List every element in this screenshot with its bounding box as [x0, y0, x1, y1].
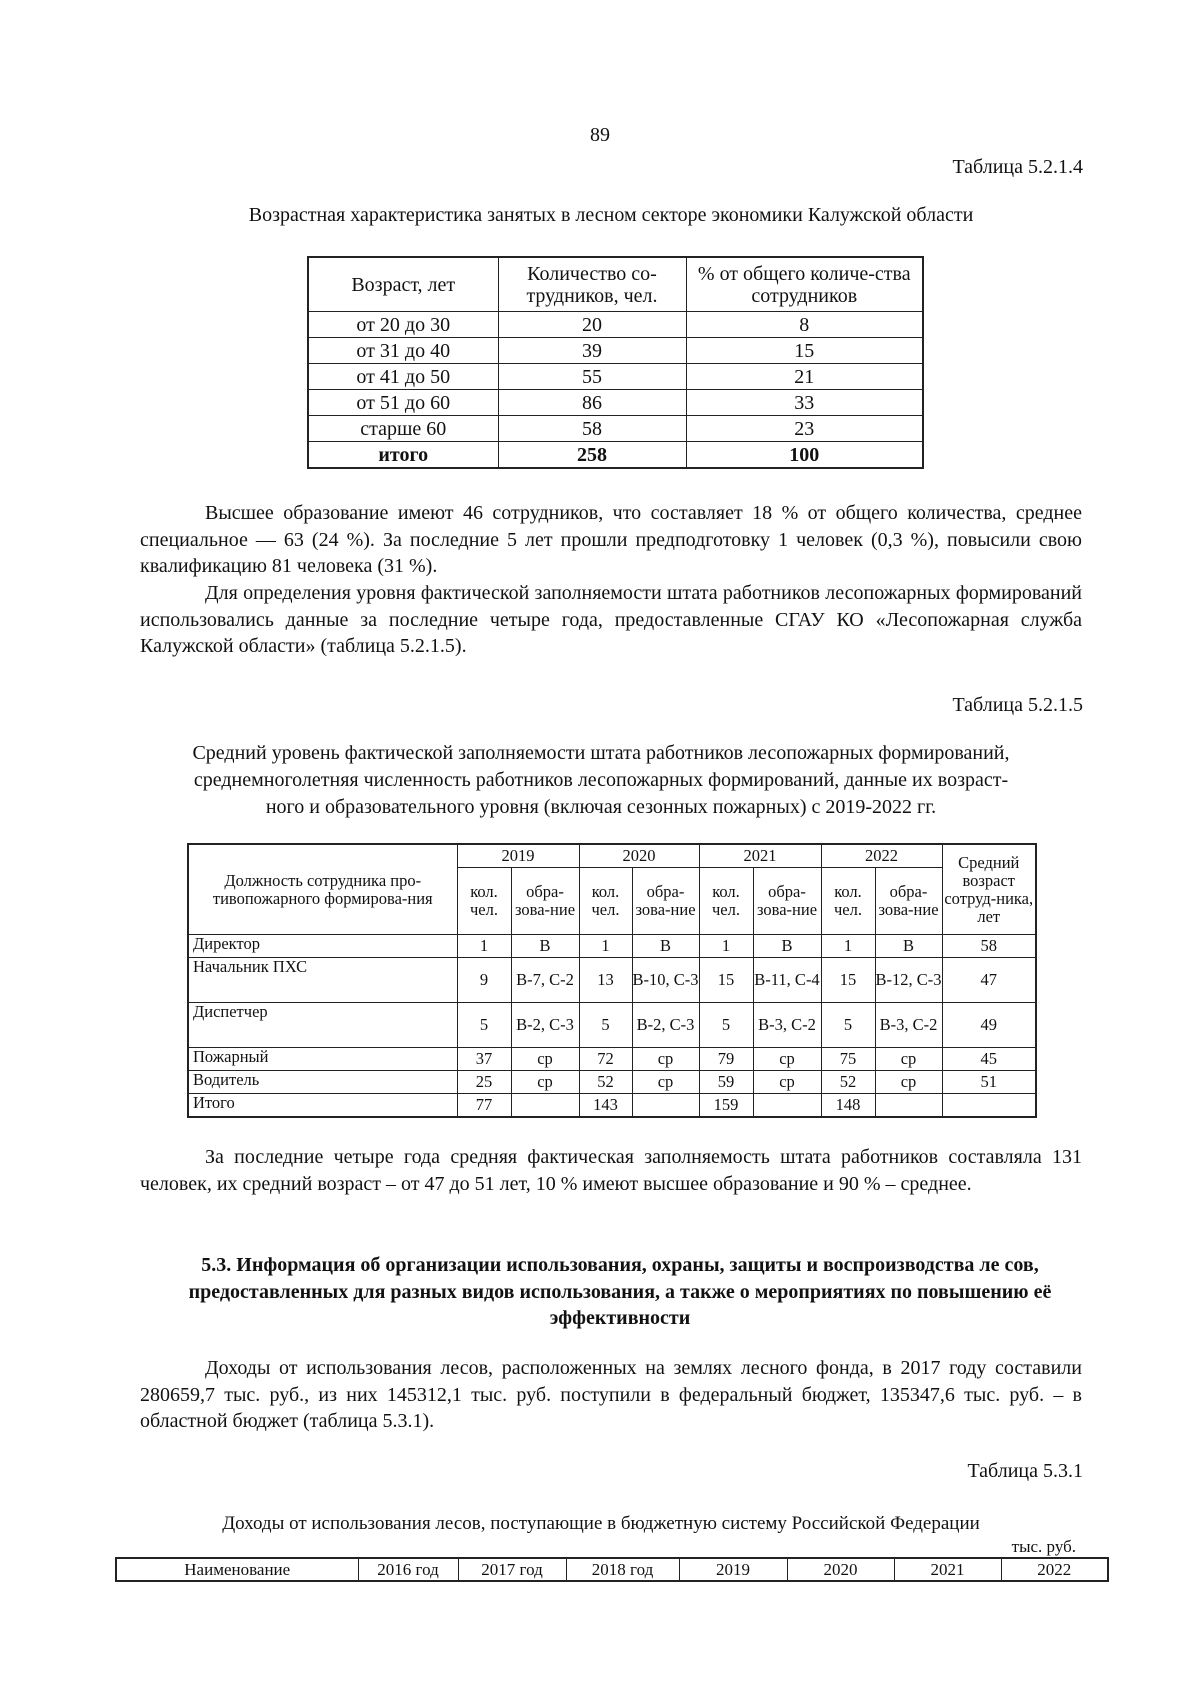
- education-cell: ср: [875, 1071, 942, 1094]
- count-cell: 55: [498, 364, 686, 390]
- count-cell: 59: [699, 1071, 753, 1094]
- header-years-row: [188, 844, 1036, 868]
- age-cell: от 41 до 50: [308, 364, 498, 390]
- header-2021: 2021: [894, 1558, 1001, 1581]
- income-table: [115, 1557, 1109, 1582]
- education-cell: ср: [632, 1048, 699, 1071]
- table-row: [308, 338, 923, 364]
- education-cell: В-3, С-2: [753, 1003, 821, 1048]
- header-year-2022: 2022: [821, 844, 942, 868]
- education-paragraph: Высшее образование имеют 46 сотрудников, что составляет 18 % от общего количества, среднее специальное — 63 (24 %). За последние 5 лет прошли предподготовку 1 человек (0,3 %), повысили свою квалификацию 81 человека (31 %).: [140, 502, 1082, 577]
- table2-caption: Средний уровень фактической заполняемости штата работников лесопожарных формирований, среднемноголетняя численность работников лесопожарных формирований, данные их возраст- ного и образовательного уровня (включая сезонных пожарных) с 2019-2022 гг.: [192, 742, 1010, 818]
- total-row: [308, 442, 923, 469]
- count-cell: 58: [498, 416, 686, 442]
- education-cell: В-11, С-4: [753, 958, 821, 1003]
- count-cell: 9: [457, 958, 511, 1003]
- header-2018: 2018 год: [566, 1558, 679, 1581]
- percent-cell: 15: [686, 338, 923, 364]
- table1-caption: Возрастная характеристика занятых в лесном секторе экономики Калужской области: [248, 204, 974, 226]
- count-cell: 39: [498, 338, 686, 364]
- table-row: [188, 935, 1036, 958]
- avg-age-cell: 51: [942, 1071, 1036, 1094]
- table3-caption: Доходы от использования лесов, поступающие в бюджетную систему Российской Федерации: [222, 1513, 980, 1534]
- table-header-row: [116, 1558, 1108, 1581]
- table-row: [308, 364, 923, 390]
- unit-label: тыс. руб.: [1011, 1537, 1076, 1556]
- header-2022: 2022: [1001, 1558, 1108, 1581]
- header-2016: 2016 год: [358, 1558, 458, 1581]
- table3-label: Таблица 5.3.1: [967, 1460, 1083, 1482]
- total-label: итого: [308, 442, 498, 469]
- count-cell: 20: [498, 312, 686, 338]
- percent-cell: 33: [686, 390, 923, 416]
- count-cell: 77: [457, 1094, 511, 1118]
- education-cell: [753, 1094, 821, 1118]
- avg-age-cell: 45: [942, 1048, 1036, 1071]
- education-cell: В: [632, 935, 699, 958]
- data-source-paragraph: Для определения уровня фактической заполняемости штата работников лесопожарных формирований использовались данные за последние четыре года, предоставленные СГАУ КО «Лесопожарная служба Калужской области» (таблица 5.2.1.5).: [140, 582, 1082, 657]
- header-education: обра-зова-ние: [753, 868, 821, 935]
- header-count: кол. чел.: [579, 868, 632, 935]
- table2-label: Таблица 5.2.1.5: [952, 694, 1083, 716]
- header-education: обра-зова-ние: [511, 868, 579, 935]
- education-cell: В-3, С-2: [875, 1003, 942, 1048]
- count-cell: 1: [821, 935, 875, 958]
- header-year-2020: 2020: [579, 844, 699, 868]
- table-row: [188, 1071, 1036, 1094]
- count-cell: 1: [579, 935, 632, 958]
- header-position: Должность сотрудника про-тивопожарного формирова-ния: [188, 844, 457, 935]
- header-name: Наименование: [116, 1558, 358, 1581]
- header-year-2019: 2019: [457, 844, 579, 868]
- age-cell: от 31 до 40: [308, 338, 498, 364]
- total-percent: 100: [686, 442, 923, 469]
- education-cell: ср: [632, 1071, 699, 1094]
- education-cell: В-12, С-3: [875, 958, 942, 1003]
- header-count: кол. чел.: [457, 868, 511, 935]
- education-cell: В-7, С-2: [511, 958, 579, 1003]
- avg-age-cell: 47: [942, 958, 1036, 1003]
- header-avg-age: Средний возраст сотруд-ника, лет: [942, 844, 1036, 935]
- age-cell: старше 60: [308, 416, 498, 442]
- education-cell: [875, 1094, 942, 1118]
- education-cell: В-10, С-3: [632, 958, 699, 1003]
- table-header-row: [308, 257, 923, 312]
- header-2020: 2020: [787, 1558, 894, 1581]
- count-cell: 52: [821, 1071, 875, 1094]
- header-education: обра-зова-ние: [632, 868, 699, 935]
- education-cell: [511, 1094, 579, 1118]
- education-cell: В: [753, 935, 821, 958]
- header-2017: 2017 год: [458, 1558, 566, 1581]
- count-cell: 13: [579, 958, 632, 1003]
- total-count: 258: [498, 442, 686, 469]
- staffing-table: [187, 843, 1037, 1118]
- count-cell: 5: [699, 1003, 753, 1048]
- position-cell: Начальник ПХС: [188, 958, 457, 1003]
- income-paragraph: Доходы от использования лесов, расположенных на землях лесного фонда, в 2017 году составили 280659,7 тыс. руб., из них 145312,1 тыс. руб. поступили в федеральный бюджет, 135347,6 тыс. руб. – в областной бюджет (таблица 5.3.1).: [140, 1357, 1082, 1432]
- header-count: кол. чел.: [821, 868, 875, 935]
- percent-cell: 23: [686, 416, 923, 442]
- age-cell: от 20 до 30: [308, 312, 498, 338]
- header-age: Возраст, лет: [308, 257, 498, 312]
- table-row: [188, 958, 1036, 1003]
- total-row: [188, 1094, 1036, 1118]
- percent-cell: 8: [686, 312, 923, 338]
- avg-age-cell: 58: [942, 935, 1036, 958]
- header-count: кол. чел.: [699, 868, 753, 935]
- count-cell: 159: [699, 1094, 753, 1118]
- position-cell: Итого: [188, 1094, 457, 1118]
- count-cell: 1: [699, 935, 753, 958]
- table-row: [308, 416, 923, 442]
- count-cell: 37: [457, 1048, 511, 1071]
- header-2019: 2019: [679, 1558, 787, 1581]
- count-cell: 86: [498, 390, 686, 416]
- section-heading: 5.3. Информация об организации использования, охраны, защиты и воспроизводства ле сов, предоставленных для разных видов использования, а также о мероприятиях по повышению её эффективности: [188, 1254, 1052, 1329]
- count-cell: 52: [579, 1071, 632, 1094]
- education-cell: В-2, С-3: [511, 1003, 579, 1048]
- count-cell: 5: [579, 1003, 632, 1048]
- count-cell: 148: [821, 1094, 875, 1118]
- count-cell: 79: [699, 1048, 753, 1071]
- table-row: [188, 1048, 1036, 1071]
- header-education: обра-зова-ние: [875, 868, 942, 935]
- count-cell: 15: [821, 958, 875, 1003]
- table-row: [308, 390, 923, 416]
- page-number: 89: [590, 124, 610, 146]
- position-cell: Пожарный: [188, 1048, 457, 1071]
- header-year-2021: 2021: [699, 844, 821, 868]
- count-cell: 143: [579, 1094, 632, 1118]
- percent-cell: 21: [686, 364, 923, 390]
- education-cell: В: [875, 935, 942, 958]
- table-row: [188, 1003, 1036, 1048]
- count-cell: 1: [457, 935, 511, 958]
- education-cell: ср: [753, 1071, 821, 1094]
- age-cell: от 51 до 60: [308, 390, 498, 416]
- header-percent: % от общего количе-ства сотрудников: [686, 257, 923, 312]
- position-cell: Диспетчер: [188, 1003, 457, 1048]
- count-cell: 5: [821, 1003, 875, 1048]
- count-cell: 25: [457, 1071, 511, 1094]
- education-cell: ср: [511, 1048, 579, 1071]
- position-cell: Директор: [188, 935, 457, 958]
- header-count: Количество со-трудников, чел.: [498, 257, 686, 312]
- education-cell: В: [511, 935, 579, 958]
- staffing-summary-paragraph: За последние четыре года средняя фактическая заполняемость штата работников составляла 131 человек, их средний возраст – от 47 до 51 лет, 10 % имеют высшее образование и 90 % – среднее.: [140, 1146, 1082, 1195]
- education-cell: ср: [511, 1071, 579, 1094]
- count-cell: 72: [579, 1048, 632, 1071]
- avg-age-cell: 49: [942, 1003, 1036, 1048]
- education-cell: ср: [753, 1048, 821, 1071]
- count-cell: 75: [821, 1048, 875, 1071]
- count-cell: 15: [699, 958, 753, 1003]
- education-cell: [632, 1094, 699, 1118]
- table-row: [308, 312, 923, 338]
- education-cell: ср: [875, 1048, 942, 1071]
- avg-age-cell: [942, 1094, 1036, 1118]
- education-cell: В-2, С-3: [632, 1003, 699, 1048]
- count-cell: 5: [457, 1003, 511, 1048]
- table1-label: Таблица 5.2.1.4: [952, 156, 1083, 178]
- position-cell: Водитель: [188, 1071, 457, 1094]
- age-table: [307, 256, 924, 469]
